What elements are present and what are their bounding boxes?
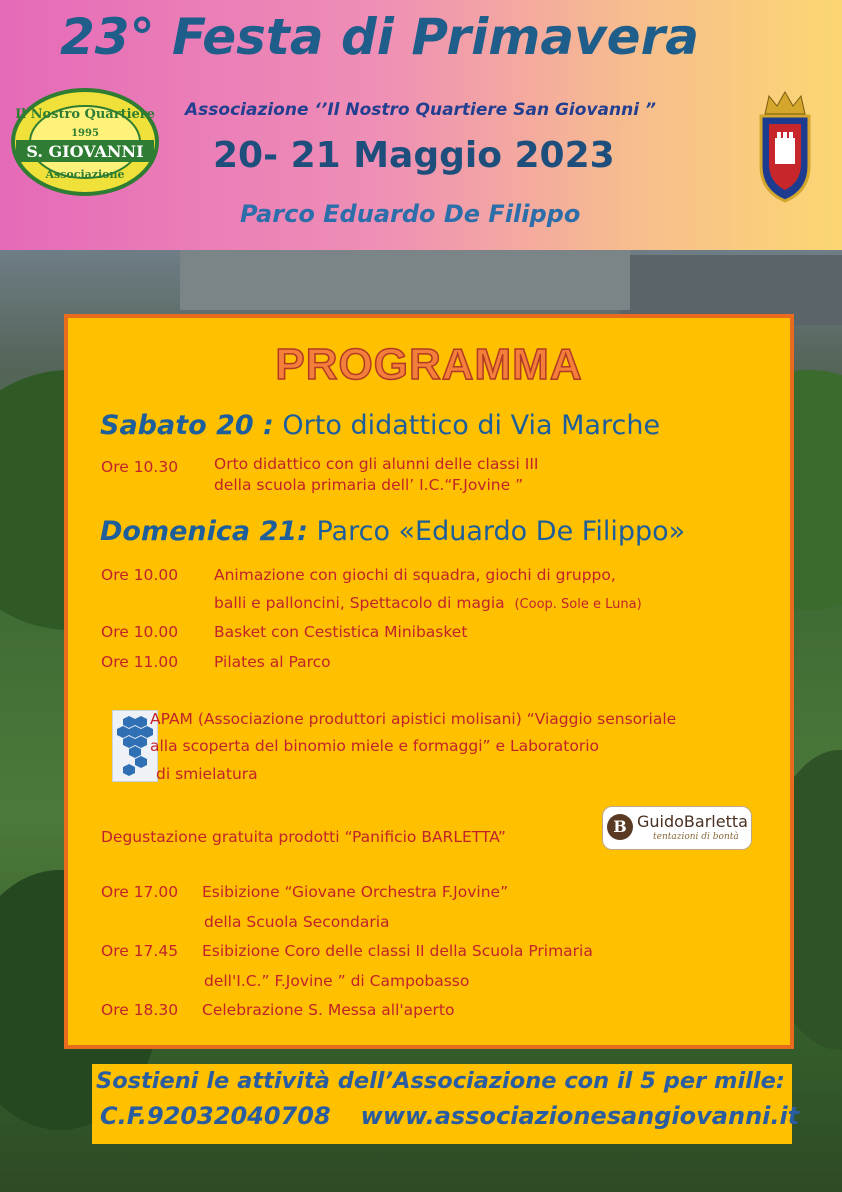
program-panel xyxy=(64,314,794,1049)
logo-top-text: Il Nostro Quartiere xyxy=(15,107,155,122)
footer-donation-line: Sostieni le attività dell’Associazione con il 5 per mille: xyxy=(96,1068,785,1094)
barletta-logo xyxy=(602,806,752,850)
sunday-event-time: Ore 11.00 xyxy=(101,653,179,671)
event-venue: Parco Eduardo De Filippo xyxy=(240,200,581,228)
sunday-event-cont-text: balli e palloncini, Spettacolo di magia xyxy=(214,594,505,612)
afternoon-event-text: Esibizione “Giovane Orchestra F.Jovine” xyxy=(202,883,509,901)
sunday-event-text: Animazione con giochi di squadra, giochi di gruppo, xyxy=(214,566,616,584)
saturday-event-text: Orto didattico con gli alunni delle classi III xyxy=(214,455,539,473)
website-link[interactable]: www.associazionesangiovanni.it xyxy=(360,1102,800,1130)
afternoon-event-cont: della Scuola Secondaria xyxy=(204,913,390,931)
apam-line-1: APAM (Associazione produttori apistici molisani) “Viaggio sensoriale xyxy=(150,710,677,728)
barletta-b-icon: B xyxy=(607,814,633,840)
footer-contact-line xyxy=(100,1102,799,1130)
saturday-place: Orto didattico di Via Marche xyxy=(273,410,661,441)
sunday-day: Domenica 21: xyxy=(100,516,308,547)
event-dates: 20- 21 Maggio 2023 xyxy=(213,135,615,176)
afternoon-event-time: Ore 18.30 xyxy=(101,1001,179,1019)
sunday-place: Parco «Eduardo De Filippo» xyxy=(307,516,686,547)
sunday-event-time: Ore 10.00 xyxy=(101,566,179,584)
sunday-event-time: Ore 10.00 xyxy=(101,623,179,641)
barletta-brand: GuidoBarletta xyxy=(637,812,748,831)
apam-line-2: alla scoperta del binomio miele e formaggi” e Laboratorio xyxy=(150,737,600,755)
afternoon-event-text: Esibizione Coro delle classi II della Scuola Primaria xyxy=(202,942,593,960)
saturday-event-time: Ore 10.30 xyxy=(101,458,179,476)
logo-name: S. GIOVANNI xyxy=(26,142,144,161)
afternoon-event-text: Celebrazione S. Messa all'aperto xyxy=(202,1001,455,1019)
sunday-event-cont xyxy=(214,594,642,612)
city-crest-icon xyxy=(755,86,815,206)
afternoon-event-time: Ore 17.00 xyxy=(101,883,179,901)
afternoon-event-cont: dell'I.C.” F.Jovine ” di Campobasso xyxy=(204,972,470,990)
barletta-tagline: tentazioni di bontà xyxy=(653,832,739,842)
saturday-event-cont: della scuola primaria dell’ I.C.“F.Jovine ” xyxy=(214,476,524,494)
association-name: Associazione ‘’Il Nostro Quartiere San Giovanni ” xyxy=(185,100,656,120)
association-logo xyxy=(10,88,160,196)
afternoon-event-time: Ore 17.45 xyxy=(101,942,179,960)
sunday-event-text: Basket con Cestistica Minibasket xyxy=(214,623,468,641)
program-title: PROGRAMMA xyxy=(275,340,583,389)
apam-line-3: di smielatura xyxy=(156,765,258,783)
saturday-heading xyxy=(100,410,660,441)
logo-year: 1995 xyxy=(71,128,99,139)
page-title: 23° Festa di Primavera xyxy=(60,8,699,66)
tasting-text: Degustazione gratuita prodotti “Panificio BARLETTA” xyxy=(101,828,506,846)
parking-area xyxy=(180,250,630,310)
sunday-event-note: (Coop. Sole e Luna) xyxy=(514,597,642,612)
logo-bottom-text: Associazione xyxy=(45,168,125,181)
saturday-day: Sabato 20 : xyxy=(100,410,274,441)
fiscal-code: C.F.92032040708 xyxy=(100,1102,331,1130)
sunday-heading xyxy=(100,516,685,547)
sunday-event-text: Pilates al Parco xyxy=(214,653,331,671)
